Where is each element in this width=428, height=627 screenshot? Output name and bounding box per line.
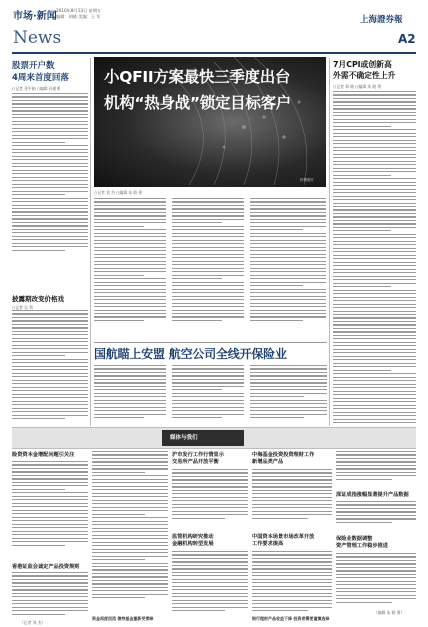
lead-body-col-3 [250, 198, 326, 338]
headline-line-1: 股票开户数 [12, 61, 55, 71]
brief-headline [252, 451, 332, 465]
headline-line-2: 机构“热身战”锁定目标客户 [104, 94, 291, 112]
footer-tag-2: （记者 刘 杰） [20, 620, 46, 625]
masthead-rule [12, 52, 416, 54]
section-rule [94, 342, 327, 343]
brief-body [12, 461, 88, 559]
headline-line-1: 7月CPI或创新高 [333, 60, 392, 69]
article-cpi [333, 59, 416, 425]
page-number: A2 [398, 32, 416, 46]
headline: 国航瞄上安盟 航空公司全线开保险业 [94, 347, 287, 361]
brief-headline-2-line-2: 工作要求提高 [252, 541, 284, 547]
brief-col-4 [252, 451, 332, 623]
brief-headline-2 [336, 535, 388, 549]
lead-body-col-2 [172, 198, 244, 338]
article-account-numbers [12, 59, 88, 291]
brief-headline-2-line-1: 监管机构研究推动 [172, 534, 214, 540]
brief-headline-extra-2 [252, 616, 329, 622]
brief-headline: 险资资本金增配问题引关注 [12, 452, 75, 458]
ad-band [12, 427, 416, 449]
brief-headline [172, 451, 248, 465]
brief-headline-2-line-2: 资产管理工作稳步推进 [336, 543, 388, 549]
extra-headline-1b: 债券基金重新受青睐 [117, 616, 154, 621]
brief-headline-line-1: 中海基金投资投资理财工作 [252, 452, 315, 458]
body-col-3 [250, 365, 327, 427]
brief-body-2 [172, 551, 248, 623]
brief-body [336, 451, 416, 489]
headline-line-2: 4周来首度回落 [12, 73, 69, 83]
brief-headline-2-line-2: 金融机构转型发展 [172, 541, 214, 547]
section-title-en: News [13, 28, 62, 48]
brief-headline-2-line-1: 保险业数据调整 [336, 536, 373, 542]
brief-body [92, 451, 168, 623]
brief-headline-line-2: 新增品类产品 [252, 459, 284, 465]
brief-headline-line-2: 交易所产品开放平衡 [172, 459, 219, 465]
column-divider-right [329, 58, 330, 426]
date-line: 2010年8月13日 星期五 [56, 8, 102, 13]
body-text [333, 91, 416, 425]
extra-headline-2: 银行理财产品收益下降 [252, 616, 292, 621]
column-divider [90, 58, 91, 426]
brief-headline-2-line-1: 中国资本场景市场改革开放 [252, 534, 315, 540]
lead-headline [104, 65, 324, 113]
byline: ○记者 张平娟 ○编辑 孙建勇 [12, 86, 61, 91]
brief-body-3 [336, 553, 416, 615]
body-col-1 [94, 365, 166, 427]
brief-col-3 [172, 451, 248, 623]
brief-headline-line-1: 沪市发行工作行情显示 [172, 452, 224, 458]
headline-line-2: 外需不确定性上升 [333, 71, 396, 80]
brief-body-2 [336, 501, 416, 531]
brief-body [172, 469, 248, 529]
brief-col-2 [92, 451, 168, 623]
brief-body-2 [252, 551, 332, 623]
brief-headline-extra-1 [92, 616, 153, 622]
headline-line-1: 小QFII方案最快三季度出台 [104, 68, 291, 86]
headline: 披露期改变价格戏 [12, 295, 64, 303]
brief-body [252, 469, 332, 529]
brief-col-5 [336, 451, 416, 623]
byline: ○记者 吴 利 [12, 305, 33, 310]
headline [333, 59, 416, 81]
photo-alt: 钞票照片 [300, 178, 314, 182]
section-title: 市场·新闻 [13, 11, 57, 22]
editor-line: 编辑：胡晓 美编：王 军 [56, 14, 101, 19]
lead-byline: ○记者 刘 杰 ○编辑 朱 晓 勇 [94, 190, 143, 195]
brief-body-2 [12, 572, 88, 623]
masthead [0, 0, 428, 60]
footer-tag-1: （编辑 朱 晓 勇） [374, 610, 405, 615]
brief-headline: 深证成指涨幅显著提升产品数据 [336, 492, 409, 498]
lead-body-col-1 [94, 198, 166, 338]
article-airline-insurance [94, 345, 327, 425]
brief-headline-2 [172, 533, 214, 547]
extra-headline-1: 资金再度回流 [92, 616, 116, 621]
brief-col-1 [12, 451, 88, 623]
extra-headline-2b: 投资者需要谨慎选择 [293, 616, 330, 621]
headline [12, 59, 88, 83]
article-disclosure [12, 294, 88, 420]
body-text [12, 310, 88, 420]
ad-label: 媒体与我们 [170, 435, 198, 441]
brief-headline-2 [252, 533, 314, 547]
brief-headline-2: 香港证监会诚定产品投资规则 [12, 564, 80, 570]
body-col-2 [172, 365, 244, 427]
paper-name: 上海證券報 [360, 15, 403, 25]
byline: ○记者 郑 晓 ○编辑 朱 晓 勇 [333, 84, 382, 89]
body-text [12, 93, 88, 291]
